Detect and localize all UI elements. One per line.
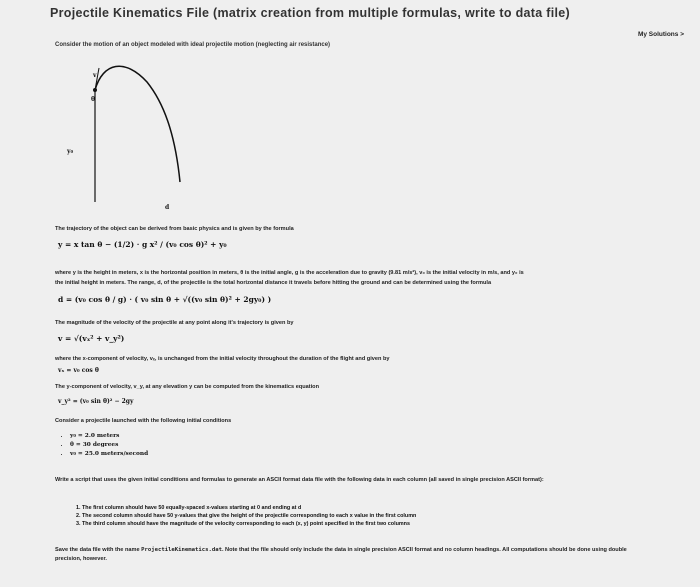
trajectory-figure	[55, 52, 195, 202]
where-text: where y is the height in meters, x is the horizontal position in meters, θ is the initial angle, g is the acceleration due to gravity (9.81 m/s²), v₀ is the initial velocity in m/s, and y₀ is	[55, 270, 524, 276]
filename: ProjectileKinematics.dat	[141, 547, 222, 553]
d-label: d	[165, 204, 170, 211]
y-component-text: The y-component of velocity, v_y, at any elevation y can be computed from the kinematics equation	[55, 384, 320, 390]
condition-item: • θ = 30 degrees	[70, 441, 148, 450]
trajectory-curve	[95, 66, 180, 182]
my-solutions-link[interactable]: My Solutions >	[637, 31, 684, 38]
task-text: Write a script that uses the given initial conditions and formulas to generate an ASCII format data file with the following data in each column (all saved in single precision ASCII format):	[55, 477, 544, 483]
requirements-list	[72, 504, 416, 528]
save-instructions	[55, 546, 645, 564]
range-equation: d = (v₀ cos θ / g) · ( v₀ sin θ + √((v₀ sin θ)² + 2gy₀) )	[58, 295, 272, 304]
trajectory-equation: y = x tan θ − (1/2) · g x² / (v₀ cos θ)² + y₀	[58, 240, 227, 249]
y-component-equation: v_y² = (v₀ sin θ)² − 2gy	[58, 398, 134, 405]
save-suffix: . Note that the file should only include the data in single precision ASCII format and no column headings. All computations should be done using double precision, however.	[55, 547, 627, 562]
where-text-2: the initial height in meters. The range, d, of the projectile is the total horizontal distance it travels before hitting the ground and can be determined using the formula	[55, 280, 492, 286]
y0-label: y₀	[67, 148, 74, 155]
magnitude-equation: v = √(vₓ² + v_y²)	[58, 334, 125, 343]
requirement-item: 2. The second column should have 50 y-values that give the height of the projectile corresponding to each x value in the first column	[82, 512, 416, 520]
x-component-text: where the x-component of velocity, vₓ, is unchanged from the initial velocity throughout the duration of the flight and given by	[55, 356, 390, 362]
condition-item: • y₀ = 2.0 meters	[70, 432, 148, 441]
condition-item: • v₀ = 25.0 meters/second	[70, 450, 148, 459]
magnitude-text: The magnitude of the velocity of the projectile at any point along it's trajectory is given by	[55, 320, 294, 326]
launch-point	[93, 88, 97, 92]
trajectory-diagram	[55, 52, 195, 211]
page-title: Projectile Kinematics File (matrix creation from multiple formulas, write to data file)	[50, 6, 570, 20]
requirement-item: 1. The first column should have 50 equally-spaced x-values starting at 0 and ending at d	[82, 504, 416, 512]
x-component-equation: vₓ = v₀ cos θ	[58, 367, 99, 374]
theta-label: θ	[91, 96, 96, 103]
save-prefix: Save the data file with the name	[55, 547, 140, 553]
conditions-text: Consider a projectile launched with the following initial conditions	[55, 418, 232, 424]
initial-conditions-list	[62, 432, 148, 459]
trajectory-text: The trajectory of the object can be derived from basic physics and is given by the formula	[55, 226, 294, 232]
intro-text: Consider the motion of an object modeled with ideal projectile motion (neglecting air resistance)	[55, 42, 331, 48]
v-label: v	[93, 72, 97, 79]
requirement-item: 3. The third column should have the magnitude of the velocity corresponding to each (x, y) point specified in the first two columns	[82, 520, 416, 528]
